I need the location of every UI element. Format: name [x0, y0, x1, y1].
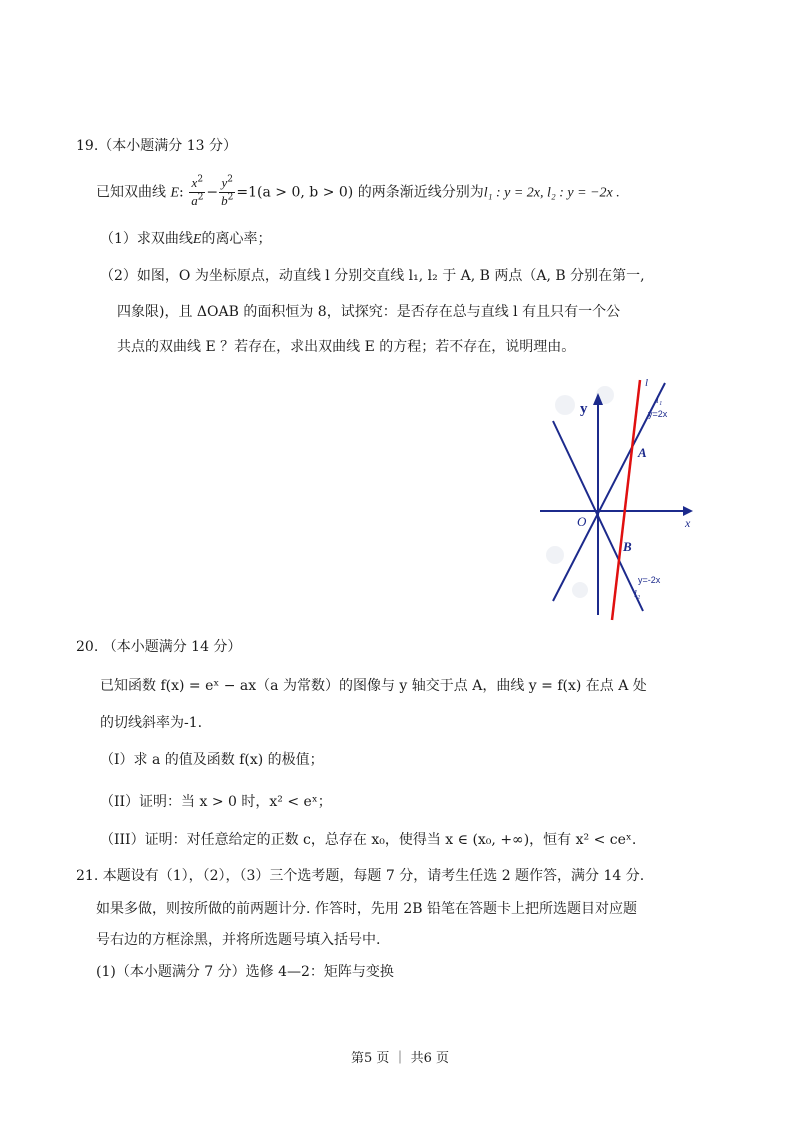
watermark-dot-4	[572, 582, 588, 598]
q19-E: E	[170, 185, 180, 201]
watermark-dot-1	[555, 395, 575, 415]
q19-colon: :	[179, 184, 184, 201]
q21-line3: 号右边的方框涂黑，并将所选题号填入括号中.	[96, 932, 381, 948]
q19-frac-x: $\frac{x^2}{a^2}$	[191, 174, 204, 208]
q20-part1: （I）求 a 的值及函数 f(x) 的极值；	[100, 752, 324, 768]
line-l2-equation: y=-2x	[638, 575, 661, 585]
q19-figure	[535, 375, 700, 625]
page-footer: 第5 页 ｜ 共6 页	[350, 1051, 450, 1066]
x-axis-arrow-icon	[683, 506, 693, 516]
point-a-label: A	[638, 445, 647, 460]
line-l2-label: l₂	[634, 589, 641, 600]
line-l	[612, 380, 640, 620]
origin-label: O	[577, 514, 587, 529]
q19-header: 19.（本小题满分 13 分）	[76, 138, 237, 154]
q20-part2: （II）证明：当 x > 0 时，x² < eˣ；	[100, 794, 332, 810]
line-l1-equation: y=2x	[648, 409, 668, 419]
q19-asymptotes: l₁ : y = 2x, l₂ : y = −2x .	[483, 185, 620, 201]
q19-part2-line1: （2）如图，O 为坐标原点，动直线 l 分别交直线 l₁, l₂ 于 A, B 两点（A, B 分别在第一,	[100, 268, 645, 284]
q21-line2: 如果多做，则按所做的前两题计分. 作答时，先用 2B 铅笔在答题卡上把所选题目对应题	[96, 901, 637, 917]
q19-part2-line3: 共点的双曲线 E ？若存在，求出双曲线 E 的方程；若不存在，说明理由。	[117, 339, 576, 355]
watermark-dot-3	[546, 546, 564, 564]
q21-line1: 21. 本题设有（1），（2），（3）三个选考题，每题 7 分，请考生任选 2 题作答，满分 14 分.	[76, 868, 645, 884]
q19-eq-rest: =1(a > 0, b > 0)	[236, 184, 354, 201]
q19-stem-mid: 的两条渐近线分别为	[357, 184, 484, 201]
q21-line4: (1)（本小题满分 7 分）选修 4—2：矩阵与变换	[96, 964, 394, 980]
line-l1-label: l₁	[656, 395, 663, 406]
point-b-label: B	[623, 539, 632, 554]
q19-stem: 已知双曲线 E: $\frac{x^2}{a^2}$ − $\frac{y^2}{b^2}$ =1(a > 0, b > 0) 的两条渐近线分别为l₁ : y = 2x, l₂ : y = −2x .	[96, 174, 620, 208]
q19-part2-line2: 四象限)，且 ΔOAB 的面积恒为 8，试探究：是否存在总与直线 l 有且只有一个公	[117, 304, 621, 320]
q20-line2: 的切线斜率为-1.	[100, 715, 203, 731]
q20-part3: （III）证明：对任意给定的正数 c，总存在 x₀，使得当 x ∈ (x₀, +∞)，恒有 x² < ceˣ.	[100, 832, 637, 848]
q19-frac-y: $\frac{y^2}{b^2}$	[221, 174, 234, 208]
q20-header: 20. （本小题满分 14 分）	[76, 639, 242, 655]
y-axis-label: y	[580, 401, 588, 417]
q19-part1: （1）求双曲线E的离心率；	[100, 231, 272, 247]
q19-figure-svg	[535, 375, 700, 625]
q20-line1: 已知函数 f(x) = eˣ − ax（a 为常数）的图像与 y 轴交于点 A，曲线 y = f(x) 在点 A 处	[100, 678, 647, 694]
x-axis-label: x	[685, 516, 691, 530]
q19-stem-prefix: 已知双曲线	[96, 184, 166, 201]
line-l-label: l	[645, 377, 649, 389]
